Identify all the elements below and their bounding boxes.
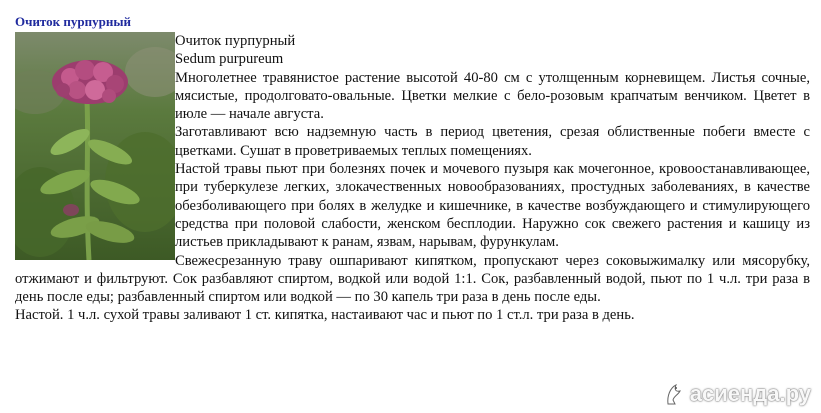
watermark — [664, 381, 811, 407]
plant-name-ru: Очиток пурпурный — [175, 33, 296, 49]
paragraph-harvesting: Заготавливают всю надземную часть в период цветения, срезая облиственные побеги вместе с цветками. Сушат в проветриваемых теплых помещениях. — [175, 124, 810, 159]
paragraph-description: Многолетнее травянистое растение высотой 40-80 см с утолщенным корневищем. Листья сочные, мясистые, продолговато-овальные. Цветки мелкие с бело-розовым крапчатым венчиком. Цветет в июле — начале августа. — [175, 69, 810, 123]
bird-icon — [664, 382, 686, 406]
plant-photo-image — [15, 32, 175, 260]
paragraph-infusion: Настой. 1 ч.л. сухой травы заливают 1 ст. кипятка, настаивают час и пьют по 1 ст.л. три раза в день. — [15, 307, 635, 324]
paragraph-usage: Настой травы пьют при болезнях почек и мочевого пузыря как мочегонное, кровоостанавливающее, при туберкулезе легких, злокачественных новообразованиях, простудных заболеваниях, в качестве обезболивающего при болях в желудке и кишечнике, в качестве возбуждающего и стимулирующего средства при половой слабости, женском бесплодии. Наружно сок свежего растения и кашицу из листьев прикладывают к ранам, язвам, нарывам, фурункулам. — [175, 161, 810, 251]
article-body — [15, 32, 810, 325]
plant-photo — [15, 32, 175, 260]
paragraph-juice: Свежесрезанную траву ошпаривают кипятком, пропускают через соковыжималку или мясорубку, отжимают и фильтруют. Сок разбавляют спиртом, водкой или водой 1:1. Сок, разбавленный водой, пьют по 1 ч.л. три раза в день после еды; разбавленный спиртом или водкой — по 30 капель три раза в день после еды. — [15, 252, 810, 306]
watermark-text: асиенда.ру — [689, 381, 811, 406]
article-title-link[interactable]: Очиток пурпурный — [15, 14, 131, 29]
plant-name-latin: Sedum purpureum — [175, 51, 284, 68]
